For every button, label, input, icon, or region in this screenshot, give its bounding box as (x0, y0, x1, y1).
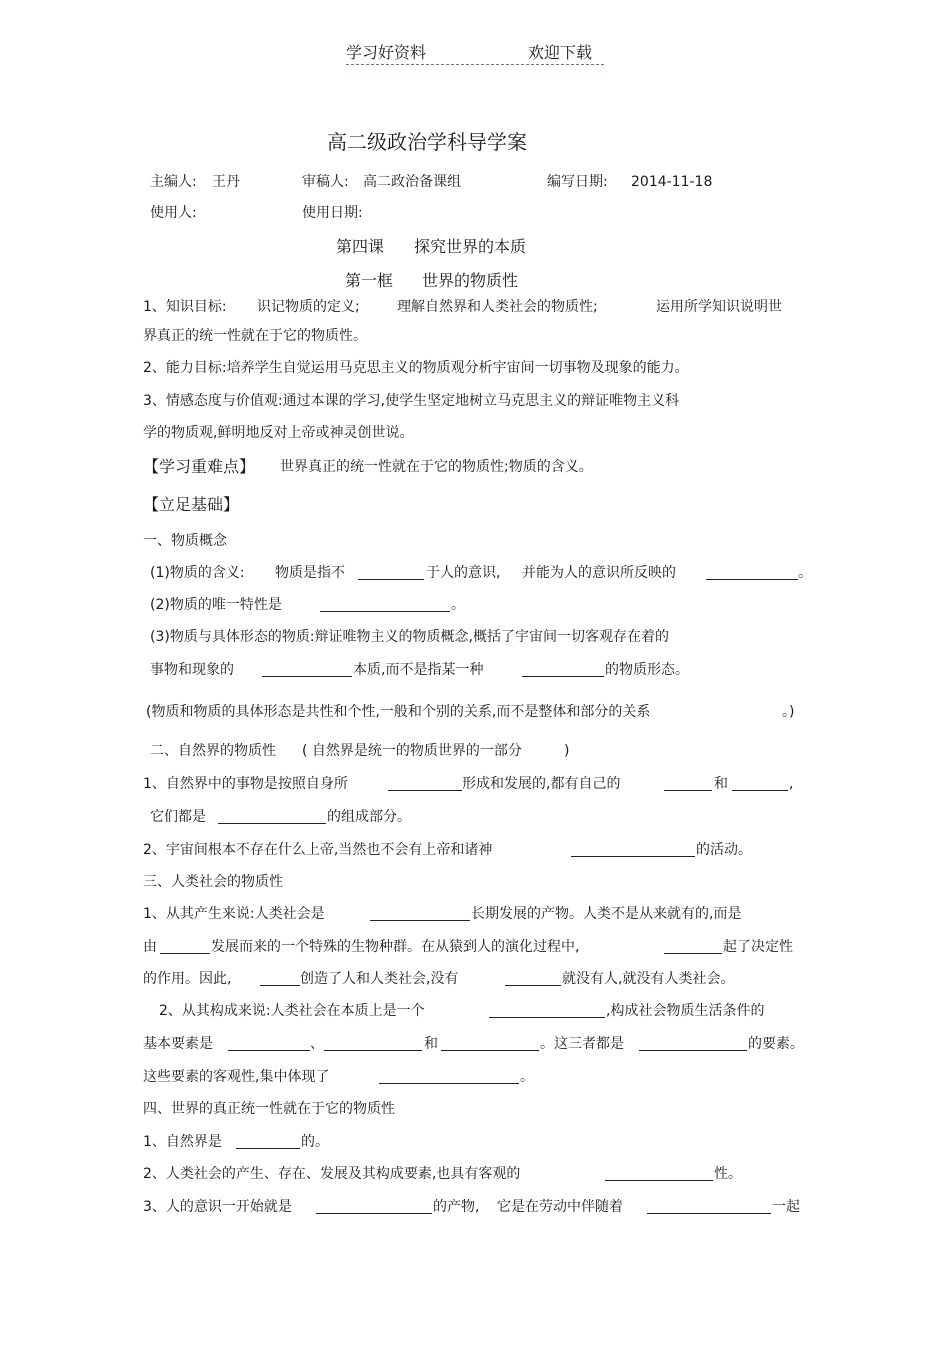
date-value: 2014-11-18 (631, 174, 713, 190)
s1-b-end: 。 (451, 597, 465, 613)
section-4-title: 四、世界的真正统一性就在于它的物质性 (143, 1101, 395, 1117)
header-divider (346, 64, 604, 65)
s2-c-text-1: 2、宇宙间根本不存在什么上帝,当然也不会有上帝和诸神 (143, 842, 493, 858)
blank-line (489, 1003, 605, 1018)
section-1-title: 一、物质概念 (143, 533, 227, 549)
blank-line (605, 1166, 713, 1181)
s3-b-text-1: 由 (143, 939, 157, 955)
s4-a-text-1: 1、自然界是 (143, 1134, 222, 1150)
s1-c-text-4: 的物质形态。 (605, 662, 689, 678)
s1-c-text: (3)物质与具体形态的物质:辩证唯物主义的物质概念,概括了宇宙间一切客观存在着的 (150, 629, 669, 645)
basics-label: 【立足基础】 (143, 495, 240, 514)
goal-1-continued: 界真正的统一性就在于它的物质性。 (143, 328, 367, 344)
s1-a-text-1: 物质是指不 (275, 565, 345, 581)
s3-c-text-2: 创造了人和人类社会,没有 (300, 971, 459, 987)
header-right-text: 欢迎下载 (528, 43, 593, 62)
blank-line (664, 776, 712, 791)
section-3-title: 三、人类社会的物质性 (143, 874, 283, 890)
s1-c-text-3: 本质,而不是指某一种 (353, 662, 484, 678)
blank-line (262, 662, 352, 677)
lesson-number: 第四课 (336, 237, 385, 256)
s1-a-text-2: 于人的意识, (426, 565, 501, 581)
blank-line (260, 971, 300, 986)
goal-2: 2、能力目标:培养学生自觉运用马克思主义的物质观分析宇宙间一切事物及现象的能力。 (143, 360, 689, 376)
s3-e-text-3: 的要素。 (748, 1036, 804, 1052)
s3-f-text-1: 这些要素的客观性,集中体现了 (143, 1069, 330, 1085)
blank-line (379, 1069, 519, 1084)
blank-line (358, 565, 424, 580)
reviewer-value: 高二政治备课组 (363, 174, 461, 190)
blank-line (228, 1036, 310, 1051)
user-label: 使用人: (150, 205, 197, 221)
editor-label: 主编人: (150, 174, 197, 190)
s1-d-end: 。) (782, 704, 795, 720)
s3-e-sep: 、 (310, 1036, 324, 1052)
section-2-note: ( 自然界是统一的物质世界的一部分 (302, 743, 522, 759)
s2-a-text-1: 1、自然界中的事物是按照自身所 (143, 776, 348, 792)
s4-b-text-2: 性。 (714, 1166, 742, 1182)
s2-c-text-2: 的活动。 (696, 842, 752, 858)
key-points-label: 【学习重难点】 (143, 457, 256, 476)
frame-title: 世界的物质性 (422, 271, 519, 290)
blank-line (706, 565, 798, 580)
s4-b-text-1: 2、人类社会的产生、存在、发展及其构成要素,也具有客观的 (143, 1166, 521, 1182)
blank-line (647, 1199, 771, 1214)
blank-line (664, 939, 722, 954)
blank-line (732, 776, 788, 791)
s4-a-text-2: 的。 (301, 1134, 329, 1150)
s2-a-end: , (789, 776, 794, 792)
s1-a-label: (1)物质的含义: (150, 565, 245, 581)
date-label: 编写日期: (547, 174, 608, 190)
s3-e-text-1: 基本要素是 (143, 1036, 213, 1052)
s3-d-text-1: 2、从其构成来说:人类社会在本质上是一个 (159, 1003, 425, 1019)
reviewer-label: 审稿人: (302, 174, 349, 190)
goal-1-part-3: 运用所学知识说明世 (656, 299, 782, 315)
blank-line (236, 1134, 300, 1149)
blank-line (370, 906, 470, 921)
header-left-text: 学习好资料 (346, 43, 427, 62)
blank-line (320, 597, 450, 612)
blank-line (324, 1036, 422, 1051)
s1-a-text-3: 并能为人的意识所反映的 (522, 565, 676, 581)
s1-b-text: (2)物质的唯一特性是 (150, 597, 282, 613)
lesson-title: 探究世界的本质 (414, 237, 527, 256)
s3-d-text-2: ,构成社会物质生活条件的 (606, 1003, 765, 1019)
blank-line (160, 939, 210, 954)
editor-value: 王丹 (212, 174, 240, 190)
s4-c-text-3: 它是在劳动中伴随着 (497, 1199, 623, 1215)
s3-f-end: 。 (520, 1069, 534, 1085)
blank-line (316, 1199, 432, 1214)
s3-b-text-3: 起了决定性 (723, 939, 793, 955)
goal-1-part-2: 理解自然界和人类社会的物质性; (397, 299, 598, 315)
s3-e-text-2: 。这三者都是 (540, 1036, 624, 1052)
s3-a-text-2: 长期发展的产物。人类不是从来就有的,而是 (471, 906, 742, 922)
blank-line (522, 662, 604, 677)
blank-line (218, 809, 326, 824)
s3-b-text-2: 发展而来的一个特殊的生物种群。在从猿到人的演化过程中, (211, 939, 580, 955)
blank-line (571, 842, 695, 857)
section-2-title: 二、自然界的物质性 (150, 743, 276, 759)
s2-b-text-2: 的组成部分。 (327, 809, 411, 825)
page-title: 高二级政治学科导学案 (327, 130, 527, 154)
s2-a-text-3: 和 (714, 776, 728, 792)
s1-d-text: (物质和物质的具体形态是共性和个性,一般和个别的关系,而不是整体和部分的关系 (146, 704, 651, 720)
goal-3-continued: 学的物质观,鲜明地反对上帝或神灵创世说。 (143, 425, 414, 441)
section-2-note-end: ) (564, 743, 570, 759)
frame-number: 第一框 (345, 271, 394, 290)
s2-b-text-1: 它们都是 (150, 809, 206, 825)
s3-c-text-3: 就没有人,就没有人类社会。 (562, 971, 735, 987)
key-points-text: 世界真正的统一性就在于它的物质性;物质的含义。 (280, 459, 593, 475)
s3-e-and: 和 (424, 1036, 438, 1052)
s1-c-text-2: 事物和现象的 (150, 662, 234, 678)
goal-3: 3、情感态度与价值观:通过本课的学习,使学生坚定地树立马克思主义的辩证唯物主义科 (143, 393, 680, 409)
goal-1-label: 1、知识目标: (143, 299, 227, 315)
blank-line (441, 1036, 539, 1051)
s2-a-text-2: 形成和发展的,都有自己的 (462, 776, 621, 792)
use-date-label: 使用日期: (302, 205, 363, 221)
s4-c-text-2: 的产物, (433, 1199, 480, 1215)
s4-c-text-1: 3、人的意识一开始就是 (143, 1199, 292, 1215)
s1-a-end: 。 (798, 565, 812, 581)
s3-c-text-1: 的作用。因此, (143, 971, 232, 987)
blank-line (388, 776, 462, 791)
blank-line (639, 1036, 747, 1051)
s4-c-text-4: 一起 (772, 1199, 800, 1215)
blank-line (505, 971, 561, 986)
s3-a-text-1: 1、从其产生来说:人类社会是 (143, 906, 325, 922)
goal-1-part-1: 识记物质的定义; (257, 299, 360, 315)
